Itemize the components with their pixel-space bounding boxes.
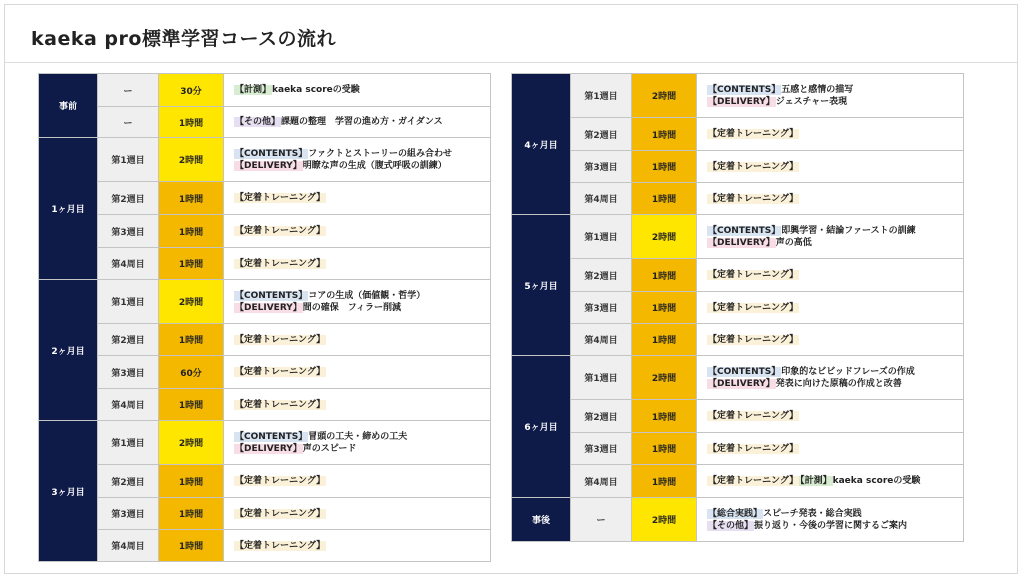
content-cell (224, 356, 491, 389)
content-text: 明瞭な声の生成（腹式呼吸の訓練） (302, 160, 447, 171)
content-line (234, 258, 490, 270)
week-label: 第4周目 (571, 324, 632, 356)
week-label: 第1週目 (571, 215, 632, 259)
content-line (234, 334, 490, 346)
category-tag: 【CONTENTS】 (235, 148, 308, 159)
schedule-row (512, 183, 964, 215)
schedule-row (512, 215, 964, 259)
week-label: 第1週目 (98, 280, 159, 324)
category-tag: 【DELIVERY】 (708, 237, 775, 248)
category-tag: 【計測】 (235, 85, 272, 95)
week-label: 第1週目 (98, 421, 159, 465)
content-cell (697, 183, 964, 215)
category-tag: 【定着トレーニング】 (708, 443, 799, 454)
content-line (707, 475, 963, 487)
category-tag: 【定着トレーニング】 (708, 129, 799, 139)
duration-cell: 1時間 (159, 248, 224, 280)
category-tag: 【定着トレーニング】 (235, 334, 326, 345)
category-tag: 【定着トレーニング】 (708, 476, 799, 486)
duration-cell: 1時間 (632, 400, 697, 433)
content-cell (224, 138, 491, 182)
header-bar (5, 5, 1017, 63)
content-line (234, 443, 490, 455)
content-cell (697, 74, 964, 118)
content-line (707, 161, 963, 173)
category-tag: 【定着トレーニング】 (708, 161, 799, 172)
schedule-row (512, 324, 964, 356)
content-line (707, 237, 963, 249)
content-line (707, 84, 963, 96)
period-label: 1ヶ月目 (39, 138, 98, 280)
schedule-row (39, 530, 491, 562)
content-line (707, 302, 963, 314)
content-line (707, 366, 963, 378)
category-tag: 【定着トレーニング】 (708, 334, 799, 345)
week-label: 第3週目 (571, 151, 632, 183)
content-line (707, 410, 963, 422)
schedule-row (39, 215, 491, 248)
content-text: 声の高低 (775, 237, 812, 248)
content-line (707, 508, 963, 520)
schedule-table-left (38, 73, 491, 562)
content-line (707, 128, 963, 140)
schedule-row (512, 259, 964, 292)
content-line (234, 290, 490, 302)
category-tag: 【総合実践】 (708, 508, 763, 519)
content-text: 間の確保 フィラー削減 (302, 302, 402, 313)
content-line (234, 475, 490, 487)
content-cell (697, 465, 964, 498)
duration-cell: 30分 (159, 74, 224, 107)
week-label: 第4周目 (98, 530, 159, 562)
category-tag: 【定着トレーニング】 (708, 270, 799, 280)
week-label: 第1週目 (98, 138, 159, 182)
schedule-row (39, 324, 491, 356)
schedule-row (512, 74, 964, 118)
duration-cell: 2時間 (159, 421, 224, 465)
content-cell (697, 433, 964, 465)
week-label: 第2週目 (571, 118, 632, 151)
content-cell (697, 324, 964, 356)
week-label: 第1週目 (571, 74, 632, 118)
content-line (707, 443, 963, 455)
content-cell (697, 215, 964, 259)
content-line (234, 160, 490, 172)
content-line (707, 378, 963, 390)
period-label: 6ヶ月目 (512, 356, 571, 498)
category-tag: 【DELIVERY】 (235, 302, 302, 313)
content-line (707, 193, 963, 205)
schedule-row (512, 400, 964, 433)
category-tag: 【DELIVERY】 (235, 160, 302, 171)
duration-cell: 1時間 (159, 182, 224, 215)
schedule-row (39, 389, 491, 421)
content-cell (224, 215, 491, 248)
schedule-row (39, 356, 491, 389)
schedule-row (512, 433, 964, 465)
category-tag: 【CONTENTS】 (708, 225, 781, 236)
content-cell (697, 292, 964, 324)
week-label: ー (571, 498, 632, 542)
content-line (234, 366, 490, 378)
category-tag: 【定着トレーニング】 (235, 540, 326, 551)
schedule-row (512, 498, 964, 542)
content-line (234, 540, 490, 552)
content-line (234, 148, 490, 160)
duration-cell: 1時間 (632, 259, 697, 292)
week-label: ー (98, 107, 159, 138)
content-cell (224, 389, 491, 421)
schedule-table-right (511, 73, 964, 542)
duration-cell: 1時間 (159, 215, 224, 248)
schedule-row (512, 465, 964, 498)
content-cell (224, 465, 491, 498)
duration-cell: 1時間 (632, 324, 697, 356)
category-tag: 【DELIVERY】 (708, 378, 775, 389)
category-tag: 【CONTENTS】 (235, 431, 308, 442)
category-tag: 【定着トレーニング】 (235, 258, 326, 269)
content-cell (224, 498, 491, 530)
duration-cell: 1時間 (159, 324, 224, 356)
content-line (234, 116, 490, 128)
category-tag: 【CONTENTS】 (708, 84, 781, 95)
content-cell (224, 107, 491, 138)
week-label: 第2週目 (98, 324, 159, 356)
content-cell (697, 498, 964, 542)
content-cell (224, 530, 491, 562)
category-tag: 【定着トレーニング】 (235, 399, 326, 410)
content-cell (697, 151, 964, 183)
content-line (707, 225, 963, 237)
content-text: 印象的なビビッドフレーズの作成 (781, 366, 915, 377)
schedule-row (39, 465, 491, 498)
schedule-row (39, 74, 491, 107)
week-label: 第1週目 (571, 356, 632, 400)
duration-cell: 1時間 (632, 183, 697, 215)
content-line (234, 302, 490, 314)
duration-cell: 1時間 (632, 151, 697, 183)
content-line (707, 520, 963, 532)
content-line (234, 399, 490, 411)
category-tag: 【定着トレーニング】 (708, 411, 799, 421)
duration-cell: 1時間 (159, 389, 224, 421)
schedule-row (512, 292, 964, 324)
category-tag: 【CONTENTS】 (708, 366, 781, 377)
duration-cell: 2時間 (159, 280, 224, 324)
schedule-row (39, 138, 491, 182)
content-cell (224, 248, 491, 280)
content-line (234, 84, 490, 96)
duration-cell: 60分 (159, 356, 224, 389)
week-label: 第2週目 (571, 259, 632, 292)
schedule-row (39, 107, 491, 138)
content-text: ファクトとストーリーの組み合わせ (308, 148, 453, 159)
schedule-row (39, 182, 491, 215)
category-tag: 【定着トレーニング】 (708, 302, 799, 313)
period-label: 5ヶ月目 (512, 215, 571, 356)
content-text: 発表に向けた原稿の作成と改善 (775, 378, 902, 389)
schedule-row (39, 280, 491, 324)
week-label: ー (98, 74, 159, 107)
category-tag: 【定着トレーニング】 (708, 193, 799, 204)
schedule-row (39, 421, 491, 465)
category-tag: 【定着トレーニング】 (235, 193, 326, 203)
duration-cell: 1時間 (632, 292, 697, 324)
duration-cell: 1時間 (159, 530, 224, 562)
category-tag: 【定着トレーニング】 (235, 367, 326, 377)
content-text: kaeka scoreの受験 (272, 85, 360, 95)
schedule-row (39, 248, 491, 280)
content-cell (224, 324, 491, 356)
schedule-row (512, 118, 964, 151)
content-cell (224, 421, 491, 465)
content-text: 声のスピード (302, 443, 357, 454)
content-line (707, 96, 963, 108)
duration-cell: 1時間 (632, 118, 697, 151)
content-cell (697, 356, 964, 400)
content-line (234, 225, 490, 237)
category-tag: 【その他】 (708, 520, 754, 531)
duration-cell: 1時間 (159, 465, 224, 498)
week-label: 第3週目 (98, 356, 159, 389)
duration-cell: 2時間 (632, 74, 697, 118)
category-tag: 【CONTENTS】 (235, 290, 308, 301)
content-line (707, 269, 963, 281)
category-tag: 【DELIVERY】 (708, 96, 775, 107)
schedule-row (39, 498, 491, 530)
category-tag: 【定着トレーニング】 (235, 508, 326, 519)
content-line (234, 508, 490, 520)
week-label: 第4周目 (98, 248, 159, 280)
week-label: 第3週目 (98, 215, 159, 248)
content-text: 即興学習・結論ファーストの訓練 (781, 225, 916, 236)
duration-cell: 2時間 (159, 138, 224, 182)
content-text: 振り返り・今後の学習に関するご案内 (754, 520, 908, 531)
content-text: コアの生成（価値観・哲学） (308, 290, 426, 301)
week-label: 第2週目 (98, 182, 159, 215)
period-label: 3ヶ月目 (39, 421, 98, 562)
content-line (234, 431, 490, 443)
content-cell (224, 74, 491, 107)
content-text: スピーチ発表・総合実践 (763, 508, 862, 519)
content-text: 五感と感情の描写 (781, 84, 854, 95)
schedule-row (512, 356, 964, 400)
duration-cell: 1時間 (632, 433, 697, 465)
content-cell (224, 280, 491, 324)
category-tag: 【定着トレーニング】 (235, 226, 326, 236)
week-label: 第2週目 (571, 400, 632, 433)
week-label: 第4周目 (98, 389, 159, 421)
duration-cell: 1時間 (632, 465, 697, 498)
duration-cell: 2時間 (632, 356, 697, 400)
content-line (234, 192, 490, 204)
duration-cell: 2時間 (632, 215, 697, 259)
period-label: 事前 (39, 74, 98, 138)
duration-cell: 2時間 (632, 498, 697, 542)
period-label: 2ヶ月目 (39, 280, 98, 421)
content-text: ジェスチャー表現 (775, 96, 848, 107)
category-tag: 【定着トレーニング】 (235, 476, 326, 486)
category-tag: 【その他】 (235, 117, 281, 127)
category-tag: 【DELIVERY】 (235, 443, 302, 454)
content-text: kaeka scoreの受験 (832, 476, 921, 486)
content-cell (224, 182, 491, 215)
week-label: 第3週目 (98, 498, 159, 530)
page-title: kaeka pro標準学習コースの流れ (31, 28, 336, 50)
period-label: 事後 (512, 498, 571, 542)
duration-cell: 1時間 (159, 498, 224, 530)
content-cell (697, 259, 964, 292)
duration-cell: 1時間 (159, 107, 224, 138)
content-cell (697, 400, 964, 433)
week-label: 第2週目 (98, 465, 159, 498)
content-line (707, 334, 963, 346)
week-label: 第3週目 (571, 292, 632, 324)
week-label: 第4周目 (571, 465, 632, 498)
week-label: 第4周目 (571, 183, 632, 215)
schedule-row (512, 151, 964, 183)
content-text: 課題の整理 学習の進め方・ガイダンス (281, 117, 443, 127)
content-cell (697, 118, 964, 151)
week-label: 第3週目 (571, 433, 632, 465)
content-text: 冒頭の工夫・締めの工夫 (308, 431, 408, 442)
period-label: 4ヶ月目 (512, 74, 571, 215)
category-tag: 【計測】 (800, 476, 832, 486)
